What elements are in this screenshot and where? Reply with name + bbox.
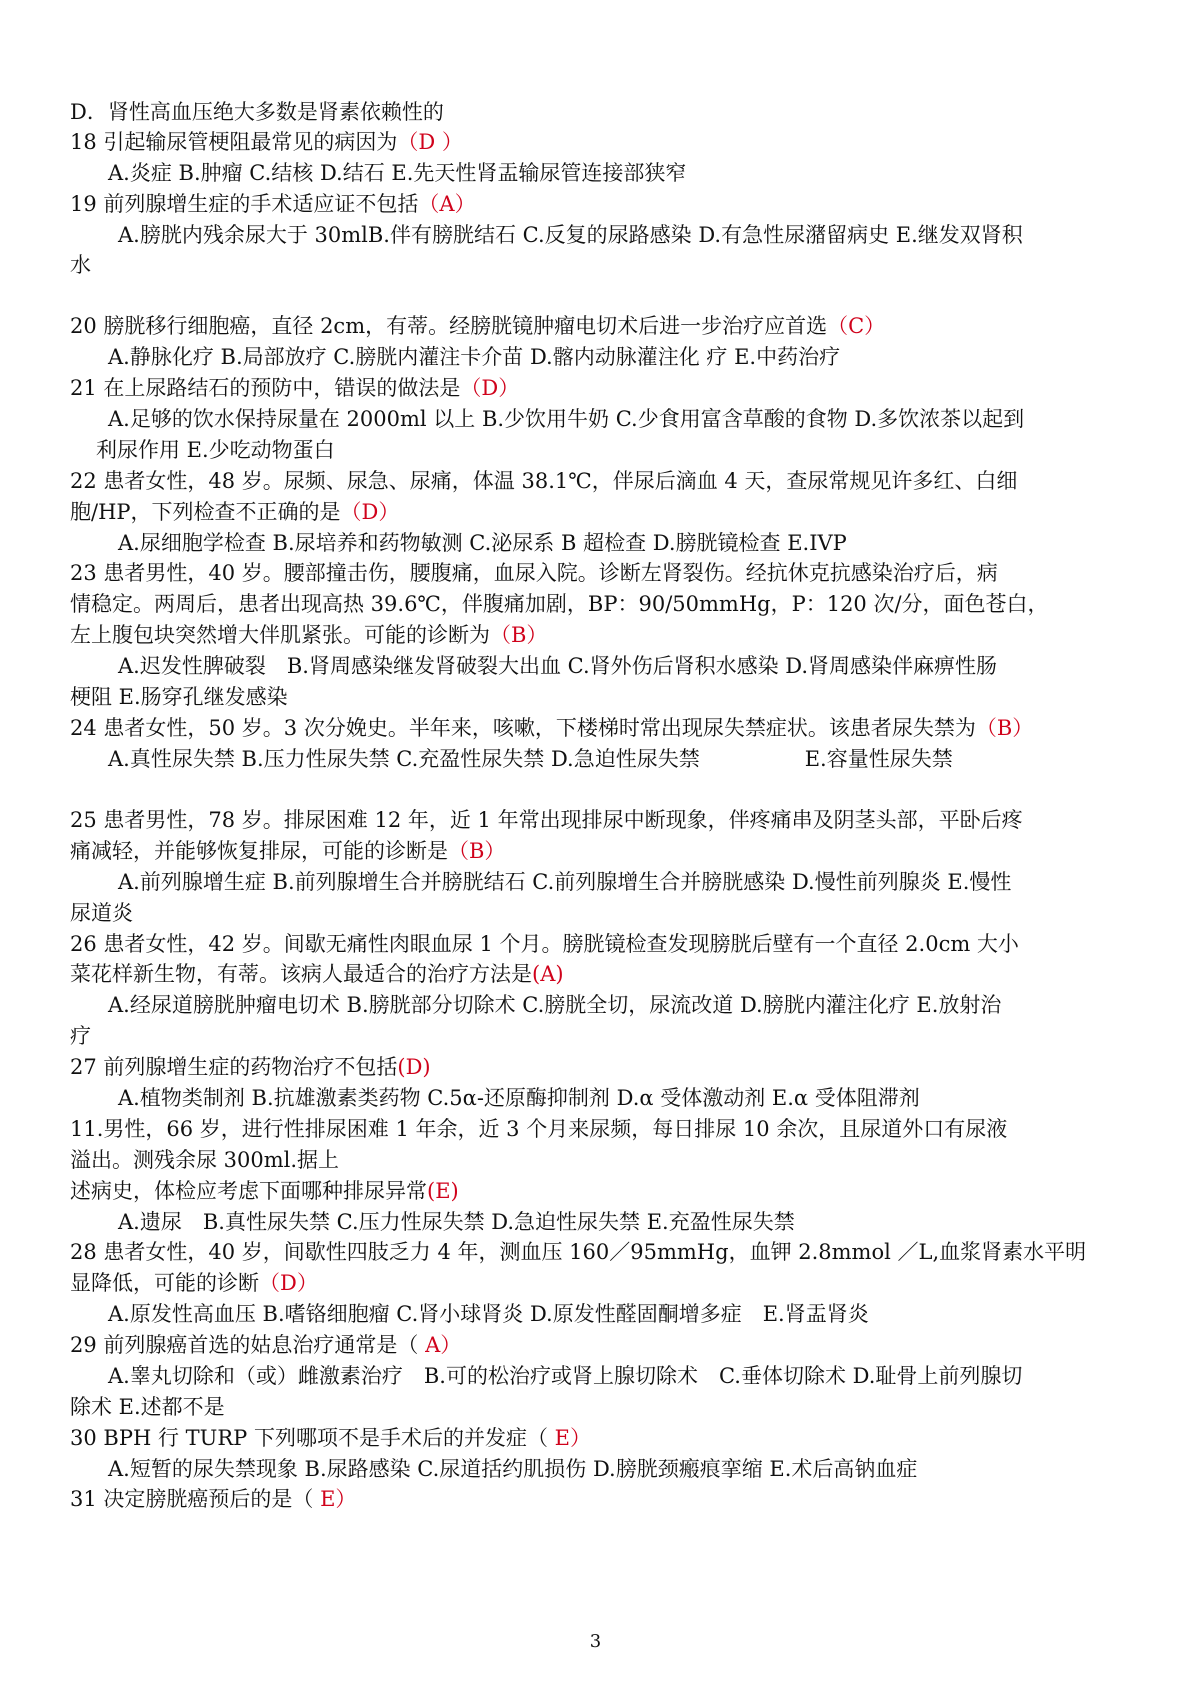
question-line: 20 膀胱移行细胞癌，直径 2cm，有蒂。经膀胱镜肿瘤电切术后进一步治疗应首选（C） xyxy=(70,314,886,338)
options-line: A.迟发性脾破裂 B.肾周感染继发肾破裂大出血 C.肾外伤后肾积水感染 D.肾周感染伴麻痹性肠 xyxy=(118,654,998,678)
text-line: 尿道炎 xyxy=(70,901,133,925)
question-line: 情稳定。两周后，患者出现高热 39.6℃，伴腹痛加剧，BP：90/50mmHg，P：120 次/分，面色苍白， xyxy=(70,592,1049,616)
answer-mark: （C） xyxy=(827,314,886,338)
answer-mark: （D） xyxy=(259,1271,318,1295)
answer-mark: (A) xyxy=(532,962,564,986)
answer-mark: (D) xyxy=(397,1055,431,1079)
question-line: 左上腹包块突然增大伴肌紧张。可能的诊断为（B） xyxy=(70,623,548,647)
text-line: 利尿作用 E.少吃动物蛋白 xyxy=(96,438,335,462)
options-line: A.遗尿 B.真性尿失禁 C.压力性尿失禁 D.急迫性尿失禁 E.充盈性尿失禁 xyxy=(118,1210,795,1234)
text-line: D．肾性高血压绝大多数是肾素依赖性的 xyxy=(70,100,444,124)
question-line: 21 在上尿路结石的预防中，错误的做法是（D） xyxy=(70,376,520,400)
answer-mark: （D ） xyxy=(397,130,463,154)
question-line: 18 引起输尿管梗阻最常见的病因为（D ） xyxy=(70,130,463,154)
question-line: 23 患者男性，40 岁。腰部撞击伤，腰腹痛，血尿入院。诊断左肾裂伤。经抗休克抗感染治疗后，病 xyxy=(70,561,998,585)
options-line: A.睾丸切除和（或）雌激素治疗 B.可的松治疗或肾上腺切除术 C.垂体切除术 D.耻骨上前列腺切 xyxy=(108,1364,1023,1388)
options-line: A.短暂的尿失禁现象 B.尿路感染 C.尿道括约肌损伤 D.膀胱颈瘢痕挛缩 E.术后高钠血症 xyxy=(108,1457,918,1481)
answer-mark: (E) xyxy=(427,1179,459,1203)
question-line: 述病史，体检应考虑下面哪种排尿异常(E) xyxy=(70,1179,459,1203)
text-line: 除术 E.述都不是 xyxy=(70,1395,225,1419)
question-line: 26 患者女性，42 岁。间歇无痛性肉眼血尿 1 个月。膀胱镜检查发现膀胱后壁有一个直径 2.0cm 大小 xyxy=(70,932,1019,956)
answer-mark: E） xyxy=(547,1426,591,1450)
options-line: A.原发性高血压 B.嗜铬细胞瘤 C.肾小球肾炎 D.原发性醛固酮增多症 E.肾盂肾炎 xyxy=(108,1302,869,1326)
options-line: A.炎症 B.肿瘤 C.结核 D.结石 E.先天性肾盂输尿管连接部狭窄 xyxy=(108,161,687,185)
question-line: 29 前列腺癌首选的姑息治疗通常是（ A） xyxy=(70,1333,462,1357)
question-line: 27 前列腺增生症的药物治疗不包括(D) xyxy=(70,1055,431,1079)
answer-mark: （A） xyxy=(418,192,476,216)
question-line: 11.男性，66 岁，进行性排尿困难 1 年余，近 3 个月来尿频，每日排尿 10 余次，且尿道外口有尿液 xyxy=(70,1117,1008,1141)
question-line: 显降低，可能的诊断（D） xyxy=(70,1271,318,1295)
answer-mark: （B） xyxy=(975,716,1034,740)
question-line: 菜花样新生物，有蒂。该病人最适合的治疗方法是(A) xyxy=(70,962,564,986)
text-line: 水 xyxy=(70,253,91,277)
question-line: 胞/HP，下列检查不正确的是（D） xyxy=(70,500,400,524)
options-line: A.足够的饮水保持尿量在 2000ml 以上 B.少饮用牛奶 C.少食用富含草酸的食物 D.多饮浓茶以起到 xyxy=(108,407,1025,431)
answer-mark: （D） xyxy=(340,500,400,524)
question-line: 19 前列腺增生症的手术适应证不包括（A） xyxy=(70,192,476,216)
text-line: 梗阻 E.肠穿孔继发感染 xyxy=(70,685,288,709)
options-line: A.植物类制剂 B.抗雄激素类药物 C.5α-还原酶抑制剂 D.α 受体激动剂 E.α 受体阻滞剂 xyxy=(118,1086,920,1110)
options-line: A.前列腺增生症 B.前列腺增生合并膀胱结石 C.前列腺增生合并膀胱感染 D.慢性前列腺炎 E.慢性 xyxy=(118,870,1012,894)
options-line: A.尿细胞学检查 B.尿培养和药物敏测 C.泌尿系 B 超检查 D.膀胱镜检查 E.IVP xyxy=(118,531,847,555)
answer-mark: A） xyxy=(418,1333,462,1357)
question-line: 22 患者女性，48 岁。尿频、尿急、尿痛，体温 38.1℃，伴尿后滴血 4 天，查尿常规见许多红、白细 xyxy=(70,469,1018,493)
question-line: 24 患者女性，50 岁。3 次分娩史。半年来，咳嗽，下楼梯时常出现尿失禁症状。该患者尿失禁为（B） xyxy=(70,716,1034,740)
options-line: A.膀胱内残余尿大于 30mlB.伴有膀胱结石 C.反复的尿路感染 D.有急性尿潴留病史 E.继发双肾积 xyxy=(118,223,1023,247)
question-line: 30 BPH 行 TURP 下列哪项不是手术后的并发症（ E） xyxy=(70,1426,591,1450)
text-line: 疗 xyxy=(70,1024,91,1048)
question-line: 28 患者女性，40 岁，间歇性四肢乏力 4 年，测血压 160／95mmHg，血钾 2.8mmol ／L,血浆肾素水平明 xyxy=(70,1240,1087,1264)
page-number: 3 xyxy=(589,1631,602,1652)
answer-mark: （B） xyxy=(490,623,548,647)
options-line: A.经尿道膀胱肿瘤电切术 B.膀胱部分切除术 C.膀胱全切，尿流改道 D.膀胱内灌注化疗 E.放射治 xyxy=(108,993,1002,1017)
question-line: 溢出。测残余尿 300ml.据上 xyxy=(70,1148,340,1172)
question-line: 31 决定膀胱癌预后的是（ E） xyxy=(70,1487,357,1511)
answer-mark: （D） xyxy=(460,376,520,400)
question-line: 25 患者男性，78 岁。排尿困难 12 年，近 1 年常出现排尿中断现象，伴疼痛串及阴茎头部，平卧后疼 xyxy=(70,808,1023,832)
options-line: A.真性尿失禁 B.压力性尿失禁 C.充盈性尿失禁 D.急迫性尿失禁 E.容量性尿失禁 xyxy=(108,747,953,771)
options-line: A.静脉化疗 B.局部放疗 C.膀胱内灌注卡介苗 D.髂内动脉灌注化 疗 E.中药治疗 xyxy=(108,345,841,369)
question-line: 痛减轻，并能够恢复排尿，可能的诊断是（B） xyxy=(70,839,506,863)
answer-mark: E） xyxy=(313,1487,357,1511)
answer-mark: （B） xyxy=(448,839,506,863)
